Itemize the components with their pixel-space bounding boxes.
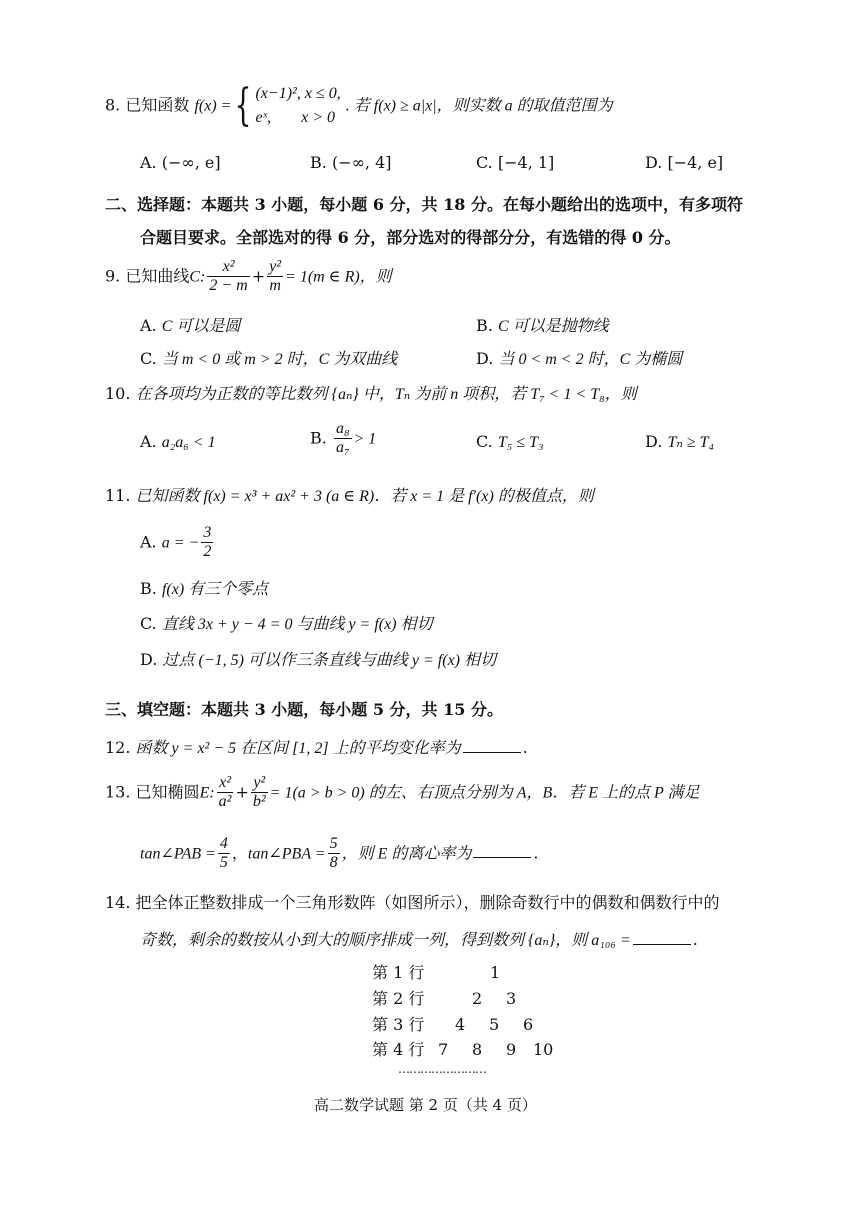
option-b[interactable]: B. $\frac{\text{a₈}}{\text{a₇}}$ > 1 xyxy=(310,420,377,457)
question-8-options xyxy=(140,153,221,173)
section-3-heading: 三、填空题：本题共 3 小题，每小题 5 分，共 15 分。 xyxy=(105,700,503,719)
question-14 xyxy=(105,893,720,913)
row-value: 6 xyxy=(523,1015,534,1034)
fraction-a8-a7: $\frac{\text{a₈}}{\text{a₇}}$ xyxy=(335,420,350,457)
question-8 xyxy=(105,82,613,130)
question-10 xyxy=(105,384,637,405)
case-2-condition: x > 0 xyxy=(301,109,335,126)
option-a[interactable]: A. a₂a₆ < 1 xyxy=(140,432,216,451)
question-text: 已知曲线 xyxy=(125,266,190,286)
question-number: 8. xyxy=(105,95,121,115)
question-number: 14. xyxy=(105,893,131,912)
row-value: 9 xyxy=(506,1040,517,1059)
triangle-row-1 xyxy=(372,963,501,983)
row-value: 2 xyxy=(472,989,483,1008)
option-c[interactable]: C. [−4, 1] xyxy=(476,153,555,172)
question-number: 9. xyxy=(105,266,121,286)
question-text: 在各项均为正数的等比数列 {aₙ} 中，Tₙ 为前 n 项积，若 T₇ < 1 < T₈，则 xyxy=(135,386,637,403)
row-value: 10 xyxy=(533,1040,554,1059)
answer-blank[interactable] xyxy=(633,929,691,945)
answer-blank[interactable] xyxy=(463,737,521,753)
row-label: 第 3 行 xyxy=(372,1015,425,1034)
question-number: 12. xyxy=(105,738,131,757)
question-11 xyxy=(105,486,594,507)
function-name: f(x) = xyxy=(194,97,232,115)
page-footer: 高二数学试题 第 2 页（共 4 页） xyxy=(314,1096,537,1114)
option-b[interactable]: B. f(x) 有三个零点 xyxy=(140,579,269,598)
row-value: 3 xyxy=(506,989,517,1008)
section-2-heading: 二、选择题：本题共 3 小题，每小题 6 分，共 18 分。在每小题给出的选项中，有多项符 xyxy=(105,195,743,214)
question-condition: . 若 f(x) ≥ a|x|，则实数 a 的取值范围为 xyxy=(345,97,613,115)
question-text: 把全体正整数排成一个三角形数阵（如图所示），删除奇数行中的偶数和偶数行中的 xyxy=(135,893,720,912)
option-b[interactable]: B. C 可以是抛物线 xyxy=(476,316,609,335)
question-14-cont: 奇数，剩余的数按从小到大的顺序排成一列，得到数列 {aₙ}，则 a₁₀₆ = . xyxy=(140,930,698,949)
question-text: 已知函数 f(x) = x³ + ax² + 3 (a ∈ R)．若 x = 1 是 f′(x) 的极值点，则 xyxy=(135,488,594,505)
fraction-x: $\frac{\text{x²}}{\text{a²}}$ xyxy=(218,774,232,811)
triangle-continuation-dots: …………………… xyxy=(398,1062,486,1076)
question-12: 12. 函数 y = x² − 5 在区间 [1, 2] 上的平均变化率为 . xyxy=(105,738,528,757)
fraction-y: $\frac{\text{y²}}{m}$ xyxy=(269,258,282,295)
question-13: 13. 已知椭圆E: $\frac{\text{x²}}{\text{a²}}$ + $\frac{\text{y²}}{\text{b²}}$ = 1(a > b > 0) 的左、右顶点分别为 A，B．若 E 上的点 P 满足 xyxy=(105,774,700,811)
row-value: 8 xyxy=(472,1040,483,1059)
piecewise-cases xyxy=(255,82,340,130)
fraction-3-2: $\frac{3}{2}$ xyxy=(203,524,212,561)
question-13-cont: tan∠PAB = $\frac{4}{5}$ ，tan∠PBA = $\frac{5}{8}$ ，则 E 的离心率为 . xyxy=(140,835,539,872)
question-number: 13. xyxy=(105,782,131,802)
row-label: 第 1 行 xyxy=(372,963,425,982)
row-label: 第 2 行 xyxy=(372,989,425,1008)
option-c[interactable]: C. 当 m < 0 或 m > 2 时，C 为双曲线 xyxy=(140,349,398,368)
row-value: 5 xyxy=(489,1015,500,1034)
fraction-4-5: $\frac{4}{5}$ xyxy=(219,835,228,872)
question-number: 10. xyxy=(105,384,131,403)
option-d[interactable]: D. 当 0 < m < 2 时，C 为椭圆 xyxy=(476,349,683,368)
option-a[interactable]: A. C 可以是圆 xyxy=(140,316,241,335)
curve-name: C: xyxy=(189,268,206,286)
question-number: 11. xyxy=(105,486,131,505)
case-1: (x−1)², x ≤ 0, xyxy=(255,85,341,102)
fraction-x: $\frac{\text{x²}}{2 - m}$ xyxy=(209,258,248,295)
option-a[interactable]: A. (−∞, e] xyxy=(140,153,221,172)
question-text: 已知椭圆 xyxy=(135,782,200,802)
option-c[interactable]: C. T₅ ≤ T₃ xyxy=(476,432,544,451)
fraction-y: $\frac{\text{y²}}{\text{b²}}$ xyxy=(252,774,266,811)
option-a[interactable]: A. a = − $\frac{3}{2}$ xyxy=(140,524,212,561)
row-value: 1 xyxy=(490,963,501,982)
left-brace: { xyxy=(235,80,252,131)
question-text: 函数 y = x² − 5 在区间 [1, 2] 上的平均变化率为 xyxy=(135,740,461,757)
curve-name: E: xyxy=(199,784,215,802)
case-2-value: eˣ, xyxy=(255,109,272,126)
option-d[interactable]: D. 过点 (−1, 5) 可以作三条直线与曲线 y = f(x) 相切 xyxy=(140,650,496,669)
question-9: 9. 已知曲线C: $\frac{\text{x²}}{2 - m}$ + $\frac{\text{y²}}{m}$ = 1(m ∈ R)，则 xyxy=(105,258,392,295)
row-value: 7 xyxy=(438,1040,449,1059)
question-text: 已知函数 xyxy=(125,95,190,115)
question-condition: = 1(a > b > 0) 的左、右顶点分别为 A，B．若 E 上的点 P 满足 xyxy=(269,784,700,802)
fraction-5-8: $\frac{5}{8}$ xyxy=(329,835,338,872)
option-d[interactable]: D. Tₙ ≥ T₄ xyxy=(645,432,715,451)
row-label: 第 4 行 xyxy=(372,1040,425,1059)
triangle-row-4 xyxy=(372,1040,554,1060)
option-c[interactable]: C. 直线 3x + y − 4 = 0 与曲线 y = f(x) 相切 xyxy=(140,614,433,633)
question-condition: = 1(m ∈ R)，则 xyxy=(285,268,392,286)
option-b[interactable]: B. (−∞, 4] xyxy=(310,153,392,172)
answer-blank[interactable] xyxy=(473,842,531,858)
option-d[interactable]: D. [−4, e] xyxy=(645,153,724,172)
section-2-heading-cont: 合题目要求。全部选对的得 6 分，部分选对的得部分分，有选错的得 0 分。 xyxy=(140,228,681,247)
row-value: 4 xyxy=(455,1015,466,1034)
triangle-row-2 xyxy=(372,989,517,1009)
triangle-row-3 xyxy=(372,1015,534,1035)
